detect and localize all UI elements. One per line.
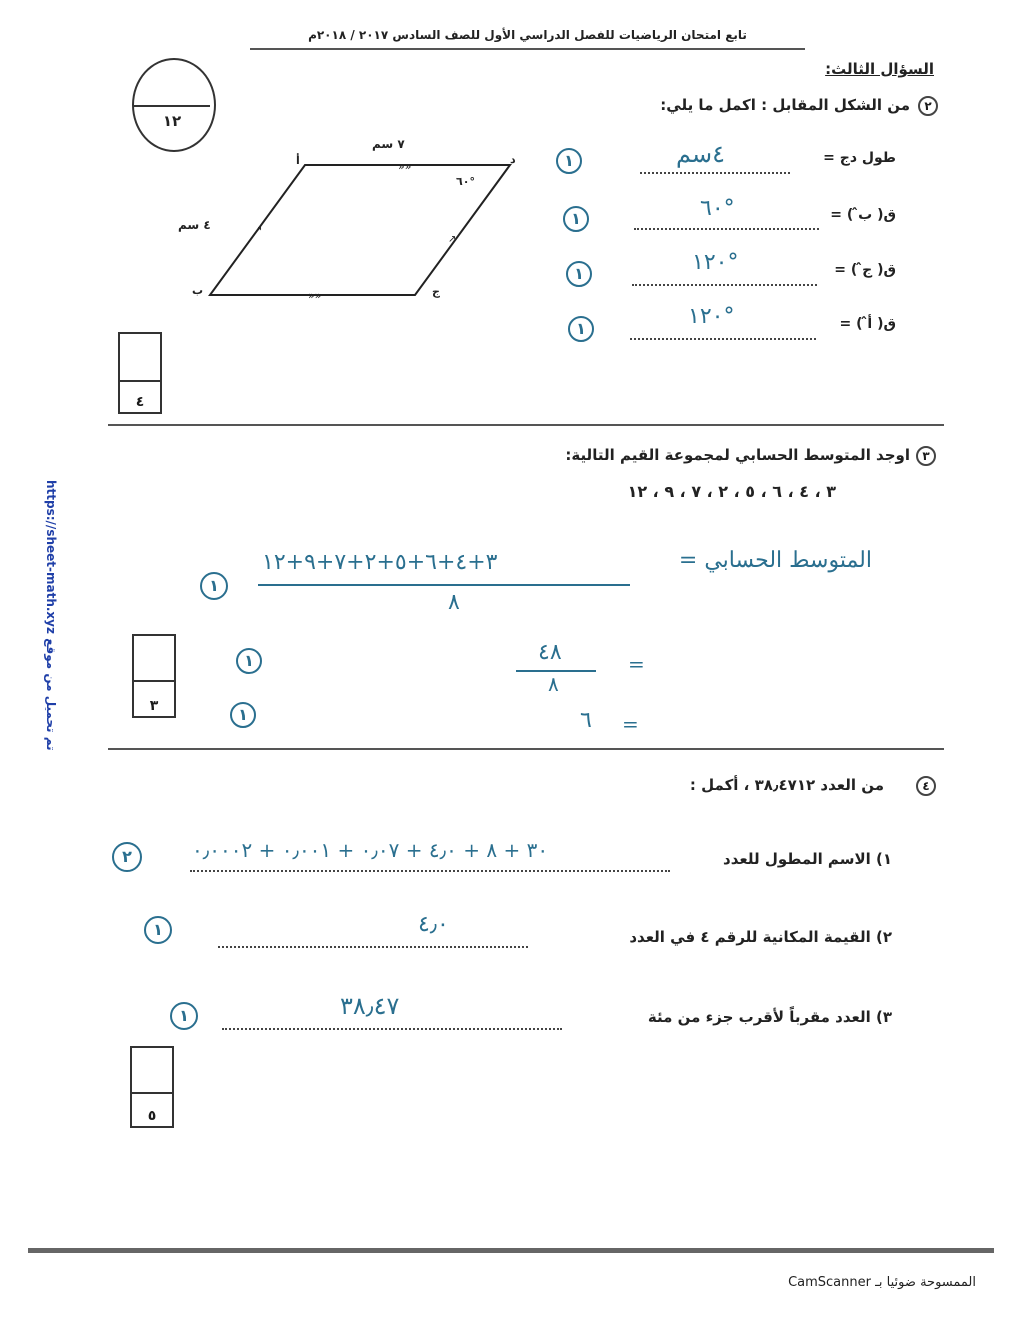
q3-fraction-bar [258, 584, 630, 586]
q3-line2-eq: = [628, 652, 645, 676]
q2-item-2-label: ق( ب̂ ) = [830, 207, 896, 223]
vertex-a-label: أ [296, 154, 300, 167]
q3-denominator: ٨ [448, 590, 460, 615]
q3-number-bullet: ٣ [916, 446, 936, 466]
q3-result-eq: = [622, 712, 639, 736]
q4-item-2-label: ٢) القيمة المكانية للرقم ٤ في العدد [629, 928, 892, 946]
q4-item-3-dots [222, 1028, 562, 1030]
section-title: السؤال الثالث: [825, 60, 934, 78]
q3-mark-3: ١ [230, 702, 256, 728]
q3-mean-label: المتوسط الحسابي = [678, 548, 872, 573]
q4-item-3-label: ٣) العدد مقرباً لأقرب جزء من مئة [647, 1008, 892, 1026]
divider-1 [108, 424, 944, 426]
parallelogram-figure [170, 130, 530, 315]
top-side-tick: »» [398, 160, 412, 173]
q3-prompt: اوجد المتوسط الحسابي لمجموعة القيم التالية: [565, 446, 910, 464]
q2-number-bullet: ٢ [918, 96, 938, 116]
total-score-divider [134, 105, 210, 107]
vertex-b-label: ب [192, 284, 204, 297]
bottom-side-tick: »» [308, 289, 322, 302]
q3-score-value: ٣ [149, 698, 159, 714]
camscanner-footer: الممسوحة ضوئيا بـ CamScanner [788, 1275, 976, 1290]
q2-score-value: ٤ [135, 394, 145, 410]
header-underline [250, 48, 805, 50]
q2-item-3-label: ق( ج̂ ) = [834, 262, 896, 278]
q4-item-2-mark: ١ [144, 916, 172, 944]
q4-item-3-mark: ١ [170, 1002, 198, 1030]
q3-line2-numerator: ٤٨ [538, 640, 562, 665]
q2-item-4-mark: ١ [568, 316, 594, 342]
q2-score-box [118, 332, 162, 414]
q3-score-box [132, 634, 176, 718]
q3-numerator: ٣+٤+٦+٥+٢+٧+٩+١٢ [262, 550, 498, 575]
q4-score-box [130, 1046, 174, 1128]
watermark-text: https://sheet-math.xyz تم تحميل من موقع [44, 480, 58, 751]
top-length-label: ٧ سم [372, 137, 405, 151]
vertex-d-label: د [510, 153, 516, 166]
q2-item-3-mark: ١ [566, 261, 592, 287]
q4-item-1-mark: ٢ [112, 842, 142, 872]
left-side-tick: ↗ [254, 225, 263, 236]
q2-item-1-mark: ١ [556, 148, 582, 174]
q2-item-3-dots [632, 284, 817, 286]
q3-mark-1: ١ [200, 572, 228, 600]
angle-label: ٦٠° [456, 175, 475, 188]
q2-item-3-answer: ١٢٠° [692, 250, 739, 275]
total-score-value: ١٢ [162, 112, 182, 130]
q2-item-1-dots [640, 172, 790, 174]
q3-values: ٣ ، ٤ ، ٦ ، ٥ ، ٢ ، ٧ ، ٩ ، ١٢ [627, 482, 836, 501]
q2-item-1-answer: ٤سم [676, 140, 725, 168]
exam-header-title: تابع امتحان الرياضيات للفصل الدراسي الأول للصف السادس ٢٠١٧ / ٢٠١٨م [308, 28, 747, 42]
q2-item-2-dots [634, 228, 819, 230]
right-side-tick: ↗ [448, 234, 457, 245]
vertex-c-label: ج [432, 285, 440, 298]
divider-2 [108, 748, 944, 750]
q4-item-1-label: ١) الاسم المطول للعدد [723, 850, 892, 868]
q3-result: ٦ [580, 708, 592, 733]
q2-item-4-dots [630, 338, 816, 340]
q2-item-1-label: طول دج = [823, 150, 896, 166]
q4-item-3-answer: ٣٨٫٤٧ [340, 992, 400, 1020]
q2-item-4-answer: ١٢٠° [688, 304, 735, 329]
q3-line2-denominator: ٨ [548, 672, 559, 696]
q2-item-2-answer: ٦٠° [700, 196, 735, 221]
page-bottom-border [28, 1248, 994, 1253]
q2-item-4-label: ق( أ̂ ) = [839, 316, 896, 332]
q3-mark-2: ١ [236, 648, 262, 674]
q2-item-2-mark: ١ [563, 206, 589, 232]
q4-item-2-dots [218, 946, 528, 948]
q4-number-bullet: ٤ [916, 776, 936, 796]
q4-item-1-dots [190, 870, 670, 872]
q4-item-2-answer: ٤٫٠ [418, 912, 449, 937]
q4-score-value: ٥ [147, 1108, 157, 1124]
q4-prompt: من العدد ٣٨٫٤٧١٢ ، أكمل : [689, 776, 884, 794]
side-watermark [30, 480, 70, 780]
q2-prompt: من الشكل المقابل : اكمل ما يلي: [660, 96, 910, 114]
side-length-label: ٤ سم [178, 218, 211, 232]
q4-item-1-answer: ٣٠ + ٨ + ٤٫٠ + ٠٫٠٧ + ٠٫٠٠١ + ٠٫٠٠٠٢ [192, 838, 549, 862]
